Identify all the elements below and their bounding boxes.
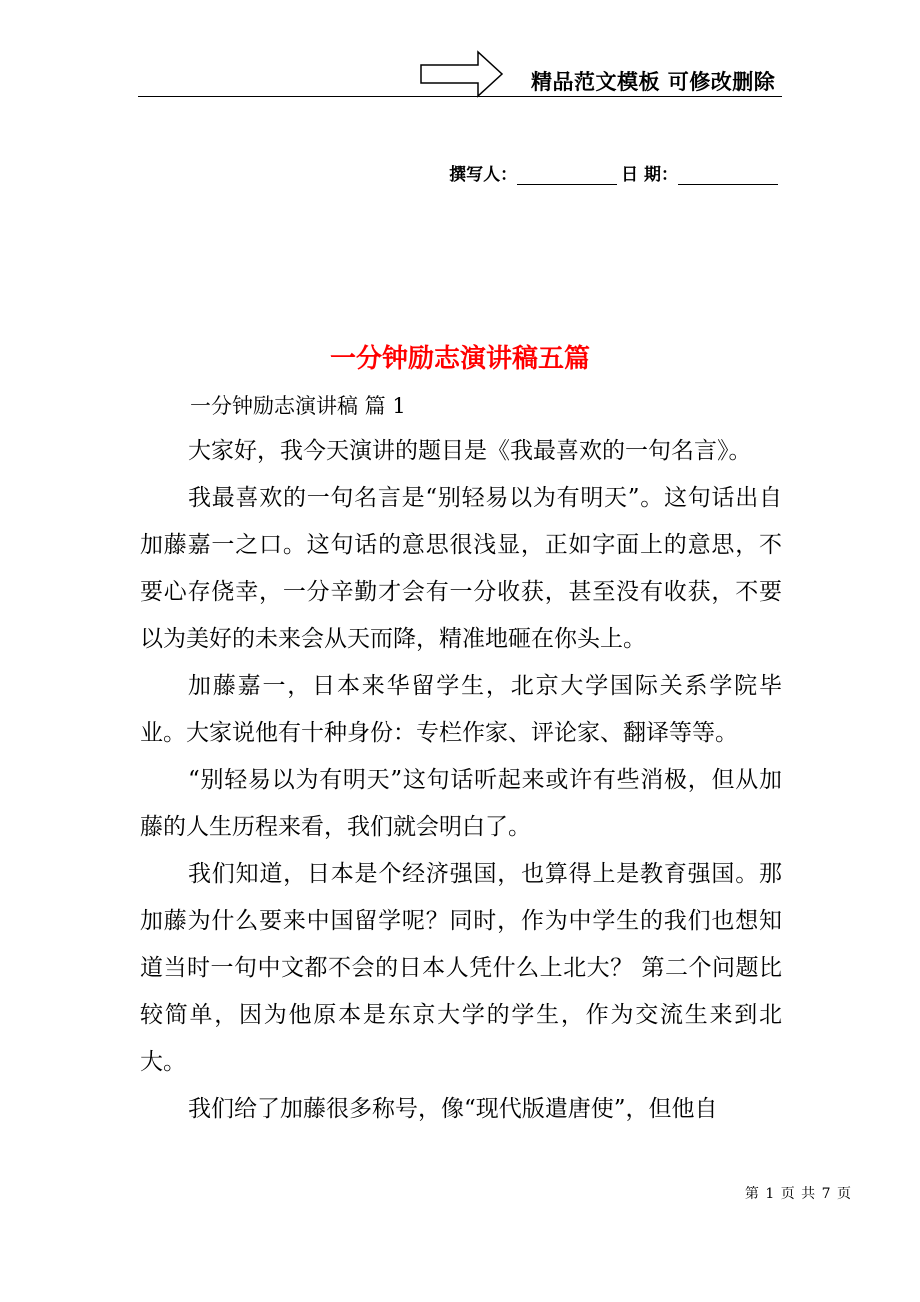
document-title: 一分钟励志演讲稿五篇	[329, 344, 590, 374]
paragraph: 我们给了加藤很多称号，像“现代版遣唐使”，但他自	[188, 1096, 718, 1122]
document-body	[140, 428, 782, 1133]
date-label: 日 期：	[621, 165, 678, 185]
header-tag: 精品范文模板 可修改删除	[531, 70, 776, 94]
page-number: 第 1 页 共 7 页	[744, 1186, 852, 1202]
paragraph: 大家好，我今天演讲的题目是《我最喜欢的一句名言》。	[188, 438, 752, 464]
header-divider	[138, 96, 782, 97]
sign-row	[449, 160, 782, 185]
author-blank[interactable]	[517, 166, 617, 185]
section-heading: 一分钟励志演讲稿 篇 1	[190, 394, 406, 418]
paragraph: 我们知道，日本是个经济强国，也算得上是教育强国。那加藤为什么要来中国留学呢？同时，作为中学生的我们也想知道当时一句中文都不会的日本人凭什么上北大？ 第二个问题比较简单，因为他原本是东京大学的学生，作为交流生来到北大。	[140, 861, 782, 1075]
author-label: 撰写人：	[449, 165, 518, 185]
paragraph: 我最喜欢的一句名言是“别轻易以为有明天”。这句话出自加藤嘉一之口。这句话的意思很浅显，正如字面上的意思，不要心存侥幸，一分辛勤才会有一分收获，甚至没有收获，不要以为美好的未来会从天而降，精准地砸在你头上。	[140, 485, 782, 652]
paragraph: “别轻易以为有明天”这句话听起来或许有些消极，但从加藤的人生历程来看，我们就会明白了。	[140, 767, 782, 840]
date-blank[interactable]	[678, 166, 778, 185]
paragraph: 加藤嘉一，日本来华留学生，北京大学国际关系学院毕业。大家说他有十种身份：专栏作家、评论家、翻译等等。	[140, 673, 782, 746]
arrow-icon	[420, 50, 504, 98]
